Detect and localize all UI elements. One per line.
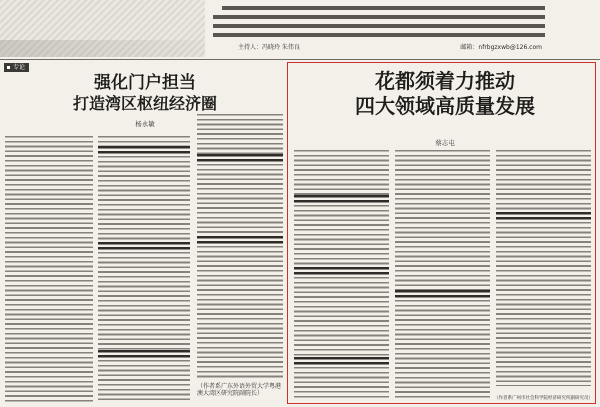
- intro-email: 邮箱：nfrbgzxwb@126.com: [460, 44, 542, 51]
- body-text-block: [395, 300, 490, 400]
- body-text-block: [98, 360, 190, 402]
- subhead-text-block: [294, 267, 389, 277]
- intro-text-line: [213, 24, 545, 28]
- subhead-text-block: [98, 146, 190, 156]
- body-text-block: [294, 277, 389, 357]
- intro-text-line: [213, 33, 545, 37]
- subhead-text-block: [294, 357, 389, 367]
- left-column-1: [5, 136, 93, 402]
- header-graphic: [0, 0, 205, 57]
- right-byline: 蔡志屯: [435, 139, 455, 147]
- subhead-text-block: [294, 195, 389, 205]
- subhead-text-block: [98, 350, 190, 360]
- subhead-text-block: [197, 154, 283, 164]
- body-text-block: [98, 156, 190, 242]
- body-text-block: [197, 114, 283, 154]
- body-text-block: [197, 164, 283, 236]
- subhead-text-block: [197, 236, 283, 246]
- intro-text-line: [213, 15, 545, 19]
- subhead-text-block: [395, 290, 490, 300]
- right-column-1: [294, 150, 389, 400]
- body-text-block: [98, 252, 190, 350]
- right-headline-line-2: 四大领域高质量发展: [355, 94, 535, 118]
- left-column-3: [197, 114, 283, 380]
- left-column-2: [98, 136, 190, 402]
- subhead-text-block: [98, 242, 190, 252]
- right-column-3: [496, 150, 591, 386]
- body-text-block: [496, 150, 591, 212]
- body-text-block: [197, 246, 283, 380]
- body-text-block: [294, 205, 389, 267]
- left-headline-line-1: 强化门户担当: [94, 73, 196, 93]
- section-tag: 专论: [4, 63, 29, 72]
- subhead-text-block: [496, 212, 591, 222]
- left-byline: 杨永敏: [135, 120, 155, 128]
- right-column-2: [395, 150, 490, 400]
- right-author-note: （作者系广州市社会科学院经济研究所副研究员）: [494, 396, 593, 401]
- left-headline-line-2: 打造湾区枢纽经济圈: [72, 94, 217, 113]
- left-author-note: （作者系广东外语外贸大学粤港澳大湾区研究院副院长）: [197, 383, 282, 397]
- body-text-block: [294, 367, 389, 400]
- intro-host: 主持人：冯晓玲 朱伟良: [238, 44, 300, 51]
- intro-text-line: [222, 6, 545, 10]
- top-divider: [0, 59, 600, 60]
- right-headline-line-1: 花都须着力推动: [375, 69, 515, 93]
- body-text-block: [294, 150, 389, 195]
- body-text-block: [496, 222, 591, 386]
- body-text-block: [395, 150, 490, 290]
- body-text-block: [5, 136, 93, 402]
- body-text-block: [98, 136, 190, 146]
